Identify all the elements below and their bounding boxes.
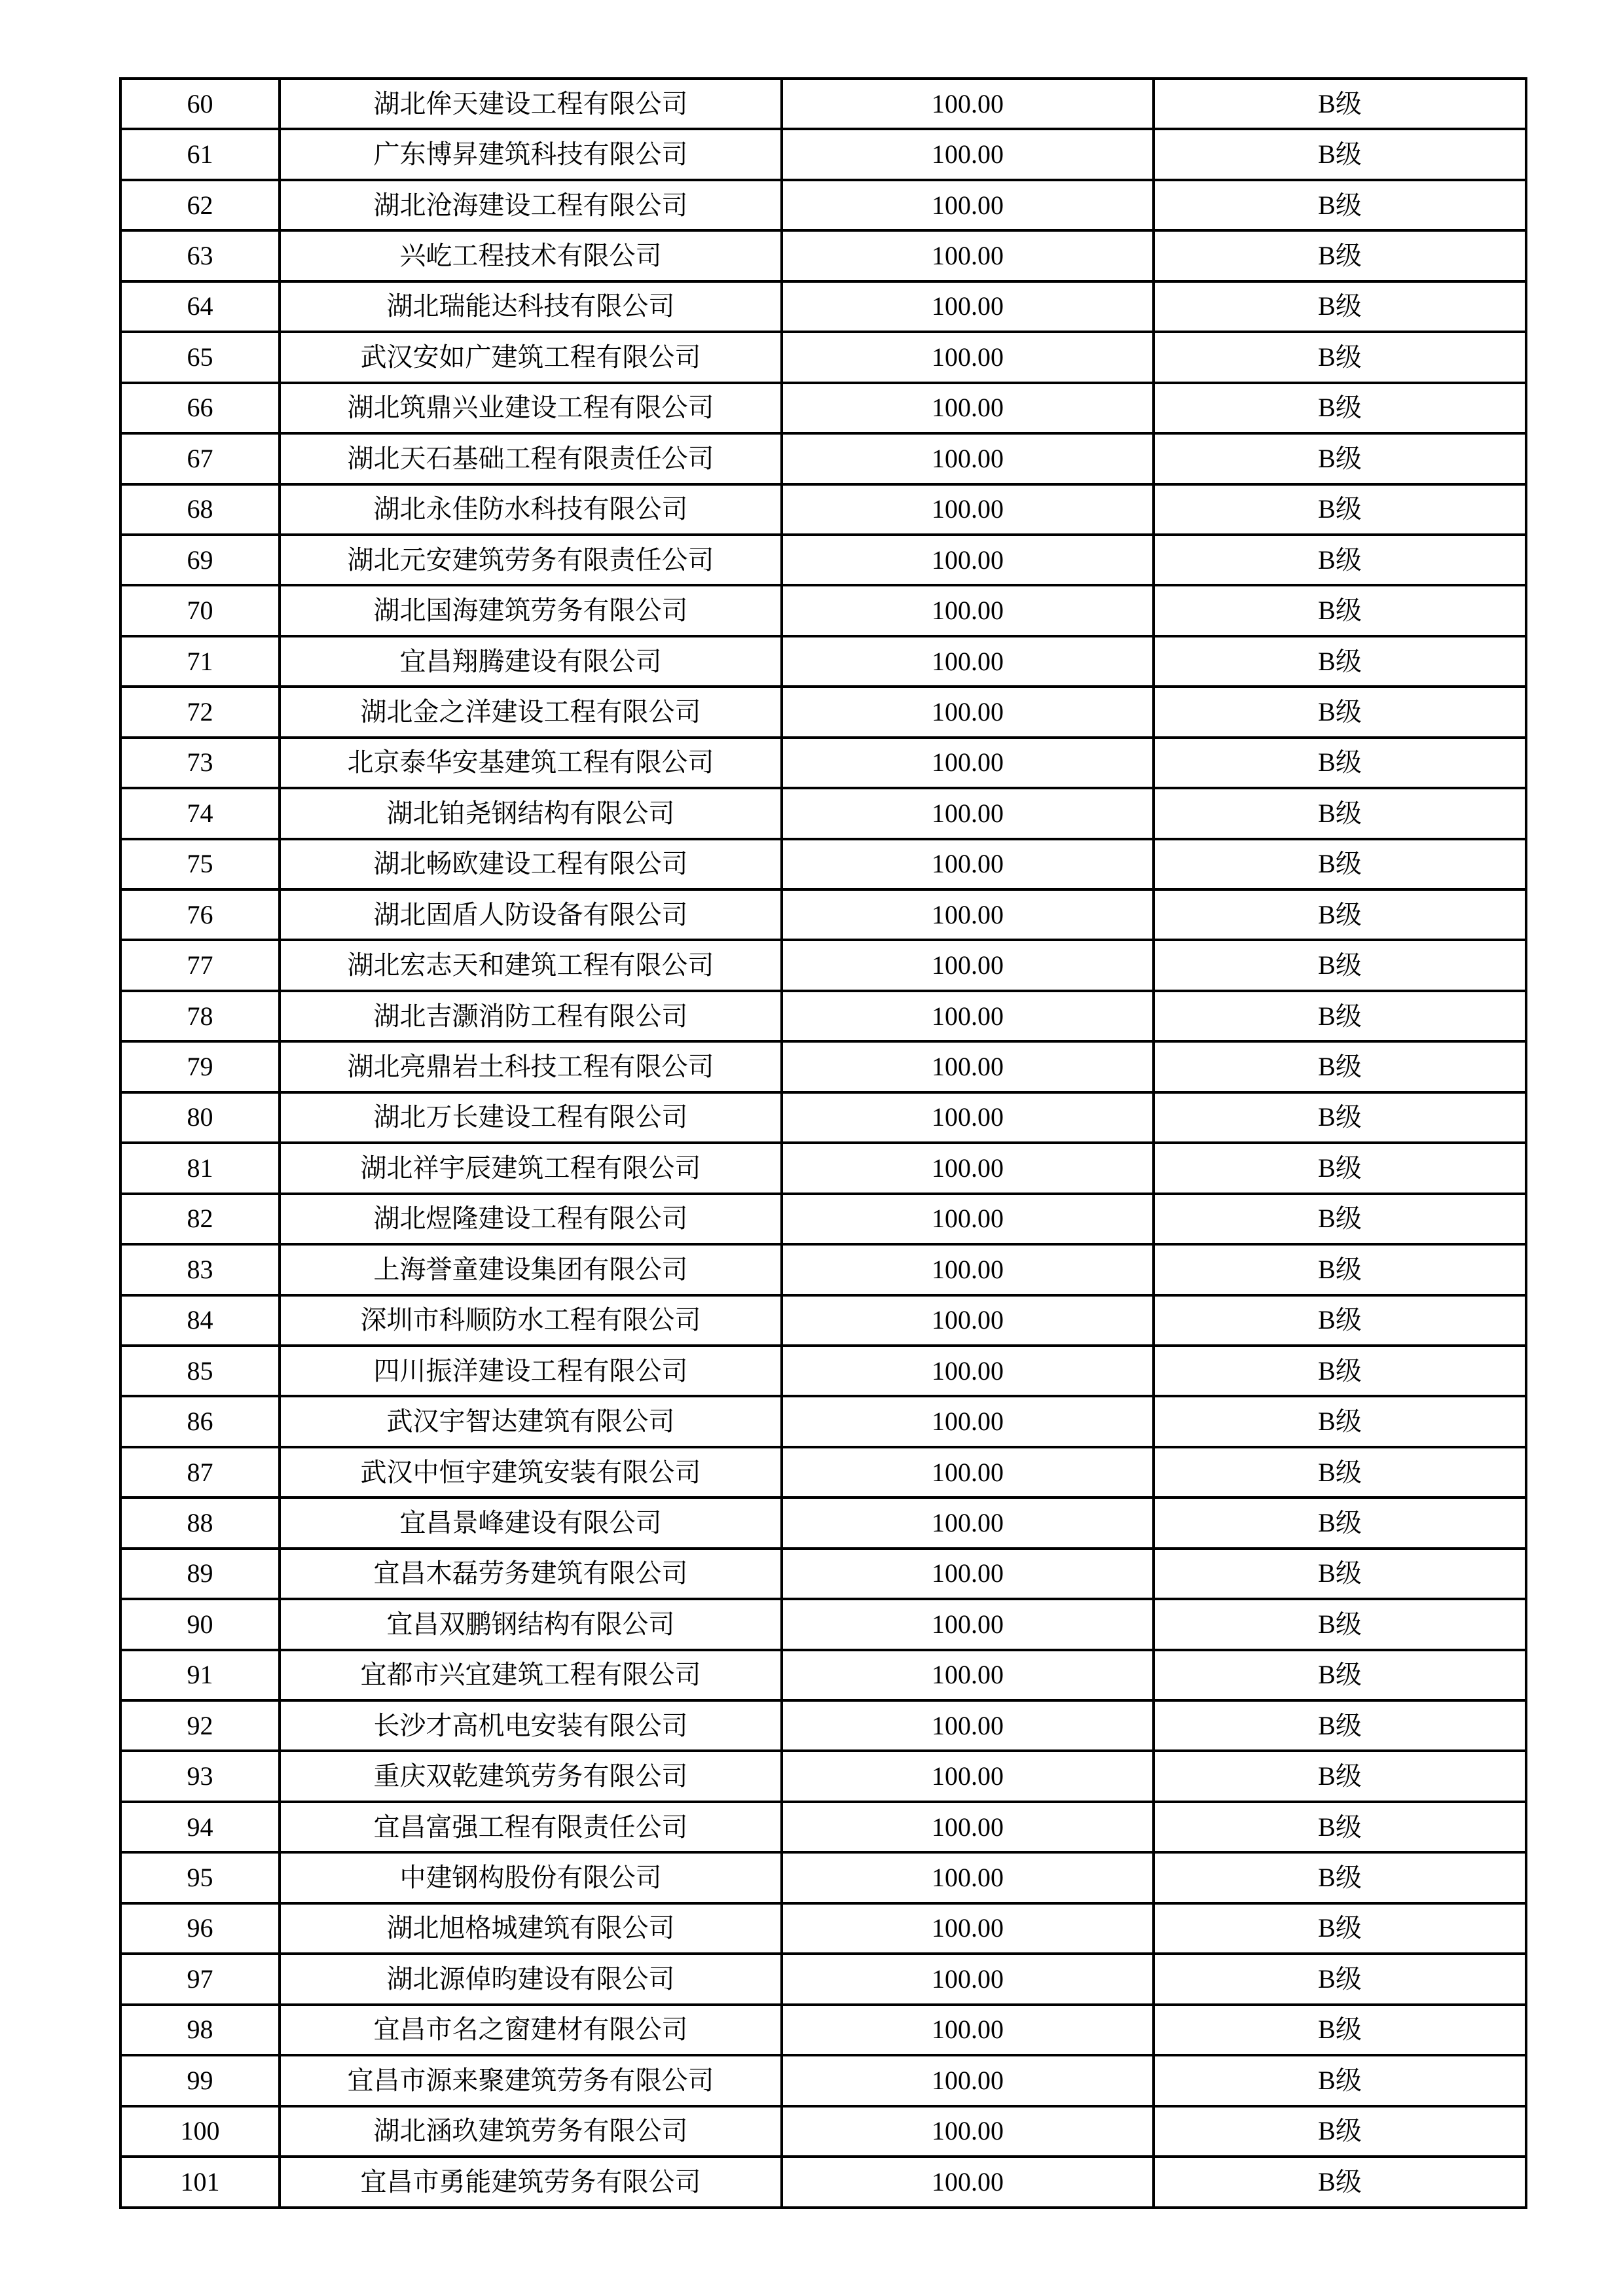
grade-cell: B级 <box>1154 484 1526 535</box>
company-table-body <box>120 79 1526 2208</box>
company-name-cell: 湖北国海建筑劳务有限公司 <box>280 585 782 636</box>
row-number-cell: 97 <box>120 1954 280 2004</box>
score-cell: 100.00 <box>782 1346 1154 1396</box>
company-name-cell: 四川振洋建设工程有限公司 <box>280 1346 782 1396</box>
score-cell: 100.00 <box>782 889 1154 940</box>
company-name-cell: 深圳市科顺防水工程有限公司 <box>280 1295 782 1346</box>
table-row <box>120 180 1526 230</box>
score-cell: 100.00 <box>782 129 1154 179</box>
table-row <box>120 1954 1526 2004</box>
table-row <box>120 991 1526 1041</box>
grade-cell: B级 <box>1154 1041 1526 1092</box>
company-name-cell: 湖北固盾人防设备有限公司 <box>280 889 782 940</box>
table-row <box>120 1396 1526 1446</box>
score-cell: 100.00 <box>782 79 1154 129</box>
company-name-cell: 长沙才高机电安装有限公司 <box>280 1700 782 1751</box>
company-name-cell: 上海誉童建设集团有限公司 <box>280 1244 782 1295</box>
score-cell: 100.00 <box>782 839 1154 889</box>
row-number-cell: 60 <box>120 79 280 129</box>
score-cell: 100.00 <box>782 1751 1154 1801</box>
company-name-cell: 武汉宇智达建筑有限公司 <box>280 1396 782 1446</box>
row-number-cell: 95 <box>120 1852 280 1903</box>
grade-cell: B级 <box>1154 433 1526 484</box>
row-number-cell: 96 <box>120 1903 280 1954</box>
grade-cell: B级 <box>1154 1194 1526 1244</box>
table-row <box>120 1650 1526 1700</box>
row-number-cell: 81 <box>120 1143 280 1193</box>
row-number-cell: 88 <box>120 1498 280 1548</box>
row-number-cell: 83 <box>120 1244 280 1295</box>
row-number-cell: 82 <box>120 1194 280 1244</box>
grade-cell: B级 <box>1154 332 1526 382</box>
score-cell: 100.00 <box>782 1447 1154 1498</box>
grade-cell: B级 <box>1154 1852 1526 1903</box>
table-row <box>120 332 1526 382</box>
table-row <box>120 1852 1526 1903</box>
company-name-cell: 湖北元安建筑劳务有限责任公司 <box>280 535 782 585</box>
grade-cell: B级 <box>1154 738 1526 788</box>
score-cell: 100.00 <box>782 1599 1154 1649</box>
row-number-cell: 94 <box>120 1802 280 1852</box>
company-name-cell: 北京泰华安基建筑工程有限公司 <box>280 738 782 788</box>
score-cell: 100.00 <box>782 1700 1154 1751</box>
table-row <box>120 1092 1526 1143</box>
grade-cell: B级 <box>1154 1903 1526 1954</box>
score-cell: 100.00 <box>782 738 1154 788</box>
score-cell: 100.00 <box>782 788 1154 838</box>
score-cell: 100.00 <box>782 1143 1154 1193</box>
grade-cell: B级 <box>1154 585 1526 636</box>
table-row <box>120 1700 1526 1751</box>
row-number-cell: 87 <box>120 1447 280 1498</box>
table-row <box>120 889 1526 940</box>
table-row <box>120 281 1526 332</box>
grade-cell: B级 <box>1154 1549 1526 1599</box>
company-name-cell: 宜昌翔腾建设有限公司 <box>280 636 782 687</box>
company-name-cell: 湖北旭格城建筑有限公司 <box>280 1903 782 1954</box>
row-number-cell: 73 <box>120 738 280 788</box>
score-cell: 100.00 <box>782 230 1154 281</box>
company-name-cell: 湖北宏志天和建筑工程有限公司 <box>280 940 782 990</box>
score-cell: 100.00 <box>782 1650 1154 1700</box>
table-row <box>120 1295 1526 1346</box>
score-cell: 100.00 <box>782 2055 1154 2106</box>
score-cell: 100.00 <box>782 1903 1154 1954</box>
row-number-cell: 65 <box>120 332 280 382</box>
company-name-cell: 湖北沧海建设工程有限公司 <box>280 180 782 230</box>
grade-cell: B级 <box>1154 129 1526 179</box>
grade-cell: B级 <box>1154 1802 1526 1852</box>
grade-cell: B级 <box>1154 889 1526 940</box>
score-cell: 100.00 <box>782 1549 1154 1599</box>
grade-cell: B级 <box>1154 1092 1526 1143</box>
table-row <box>120 1194 1526 1244</box>
score-cell: 100.00 <box>782 2005 1154 2055</box>
table-row <box>120 1498 1526 1548</box>
company-name-cell: 宜昌市名之窗建材有限公司 <box>280 2005 782 2055</box>
table-row <box>120 484 1526 535</box>
row-number-cell: 92 <box>120 1700 280 1751</box>
table-row <box>120 2157 1526 2208</box>
score-cell: 100.00 <box>782 535 1154 585</box>
grade-cell: B级 <box>1154 281 1526 332</box>
table-row <box>120 535 1526 585</box>
table-row <box>120 1346 1526 1396</box>
table-row <box>120 1903 1526 1954</box>
table-row <box>120 79 1526 129</box>
row-number-cell: 76 <box>120 889 280 940</box>
grade-cell: B级 <box>1154 2055 1526 2106</box>
grade-cell: B级 <box>1154 1751 1526 1801</box>
table-row <box>120 129 1526 179</box>
row-number-cell: 71 <box>120 636 280 687</box>
row-number-cell: 91 <box>120 1650 280 1700</box>
score-cell: 100.00 <box>782 484 1154 535</box>
company-name-cell: 兴屹工程技术有限公司 <box>280 230 782 281</box>
grade-cell: B级 <box>1154 2005 1526 2055</box>
table-row <box>120 738 1526 788</box>
grade-cell: B级 <box>1154 1346 1526 1396</box>
score-cell: 100.00 <box>782 180 1154 230</box>
grade-cell: B级 <box>1154 180 1526 230</box>
company-name-cell: 湖北源倬昀建设有限公司 <box>280 1954 782 2004</box>
score-cell: 100.00 <box>782 281 1154 332</box>
score-cell: 100.00 <box>782 1954 1154 2004</box>
company-name-cell: 湖北天石基础工程有限责任公司 <box>280 433 782 484</box>
row-number-cell: 67 <box>120 433 280 484</box>
company-name-cell: 宜都市兴宜建筑工程有限公司 <box>280 1650 782 1700</box>
row-number-cell: 74 <box>120 788 280 838</box>
table-row <box>120 433 1526 484</box>
score-cell: 100.00 <box>782 1295 1154 1346</box>
score-cell: 100.00 <box>782 1194 1154 1244</box>
company-name-cell: 宜昌市勇能建筑劳务有限公司 <box>280 2157 782 2208</box>
company-name-cell: 武汉中恒宇建筑安装有限公司 <box>280 1447 782 1498</box>
row-number-cell: 66 <box>120 383 280 433</box>
table-row <box>120 1041 1526 1092</box>
company-name-cell: 湖北筑鼎兴业建设工程有限公司 <box>280 383 782 433</box>
row-number-cell: 80 <box>120 1092 280 1143</box>
score-cell: 100.00 <box>782 1396 1154 1446</box>
score-cell: 100.00 <box>782 687 1154 737</box>
grade-cell: B级 <box>1154 1650 1526 1700</box>
row-number-cell: 90 <box>120 1599 280 1649</box>
score-cell: 100.00 <box>782 991 1154 1041</box>
score-cell: 100.00 <box>782 636 1154 687</box>
row-number-cell: 89 <box>120 1549 280 1599</box>
row-number-cell: 61 <box>120 129 280 179</box>
row-number-cell: 78 <box>120 991 280 1041</box>
row-number-cell: 98 <box>120 2005 280 2055</box>
company-rating-table <box>119 77 1527 2209</box>
table-row <box>120 839 1526 889</box>
company-name-cell: 宜昌富强工程有限责任公司 <box>280 1802 782 1852</box>
grade-cell: B级 <box>1154 79 1526 129</box>
row-number-cell: 62 <box>120 180 280 230</box>
company-name-cell: 湖北瑞能达科技有限公司 <box>280 281 782 332</box>
row-number-cell: 84 <box>120 1295 280 1346</box>
company-name-cell: 武汉安如广建筑工程有限公司 <box>280 332 782 382</box>
company-name-cell: 湖北煜隆建设工程有限公司 <box>280 1194 782 1244</box>
grade-cell: B级 <box>1154 1244 1526 1295</box>
grade-cell: B级 <box>1154 1447 1526 1498</box>
grade-cell: B级 <box>1154 2106 1526 2157</box>
grade-cell: B级 <box>1154 1295 1526 1346</box>
company-name-cell: 宜昌市源来聚建筑劳务有限公司 <box>280 2055 782 2106</box>
company-name-cell: 湖北金之洋建设工程有限公司 <box>280 687 782 737</box>
row-number-cell: 68 <box>120 484 280 535</box>
company-name-cell: 宜昌木磊劳务建筑有限公司 <box>280 1549 782 1599</box>
company-name-cell: 湖北万长建设工程有限公司 <box>280 1092 782 1143</box>
table-row <box>120 1549 1526 1599</box>
grade-cell: B级 <box>1154 687 1526 737</box>
table-row <box>120 2005 1526 2055</box>
grade-cell: B级 <box>1154 1599 1526 1649</box>
score-cell: 100.00 <box>782 2157 1154 2208</box>
row-number-cell: 85 <box>120 1346 280 1396</box>
grade-cell: B级 <box>1154 535 1526 585</box>
table-row <box>120 2055 1526 2106</box>
row-number-cell: 101 <box>120 2157 280 2208</box>
table-row <box>120 636 1526 687</box>
score-cell: 100.00 <box>782 433 1154 484</box>
company-name-cell: 湖北铂尧钢结构有限公司 <box>280 788 782 838</box>
row-number-cell: 79 <box>120 1041 280 1092</box>
table-row <box>120 2106 1526 2157</box>
company-name-cell: 宜昌双鹏钢结构有限公司 <box>280 1599 782 1649</box>
table-row <box>120 1143 1526 1193</box>
grade-cell: B级 <box>1154 1143 1526 1193</box>
score-cell: 100.00 <box>782 1041 1154 1092</box>
row-number-cell: 86 <box>120 1396 280 1446</box>
row-number-cell: 70 <box>120 585 280 636</box>
company-name-cell: 广东博昇建筑科技有限公司 <box>280 129 782 179</box>
company-name-cell: 湖北祥宇辰建筑工程有限公司 <box>280 1143 782 1193</box>
company-name-cell: 湖北畅欧建设工程有限公司 <box>280 839 782 889</box>
grade-cell: B级 <box>1154 1498 1526 1548</box>
company-name-cell: 宜昌景峰建设有限公司 <box>280 1498 782 1548</box>
score-cell: 100.00 <box>782 1802 1154 1852</box>
table-row <box>120 687 1526 737</box>
company-name-cell: 湖北吉灏消防工程有限公司 <box>280 991 782 1041</box>
row-number-cell: 72 <box>120 687 280 737</box>
row-number-cell: 75 <box>120 839 280 889</box>
company-name-cell: 湖北侔天建设工程有限公司 <box>280 79 782 129</box>
grade-cell: B级 <box>1154 1700 1526 1751</box>
company-name-cell: 重庆双乾建筑劳务有限公司 <box>280 1751 782 1801</box>
grade-cell: B级 <box>1154 839 1526 889</box>
table-row <box>120 1244 1526 1295</box>
table-row <box>120 1599 1526 1649</box>
row-number-cell: 100 <box>120 2106 280 2157</box>
table-row <box>120 585 1526 636</box>
table-row <box>120 788 1526 838</box>
score-cell: 100.00 <box>782 1092 1154 1143</box>
score-cell: 100.00 <box>782 1244 1154 1295</box>
score-cell: 100.00 <box>782 332 1154 382</box>
grade-cell: B级 <box>1154 788 1526 838</box>
score-cell: 100.00 <box>782 1498 1154 1548</box>
company-name-cell: 湖北亮鼎岩土科技工程有限公司 <box>280 1041 782 1092</box>
score-cell: 100.00 <box>782 1852 1154 1903</box>
score-cell: 100.00 <box>782 383 1154 433</box>
table-row <box>120 230 1526 281</box>
score-cell: 100.00 <box>782 2106 1154 2157</box>
grade-cell: B级 <box>1154 1954 1526 2004</box>
grade-cell: B级 <box>1154 636 1526 687</box>
row-number-cell: 69 <box>120 535 280 585</box>
table-row <box>120 940 1526 990</box>
grade-cell: B级 <box>1154 383 1526 433</box>
row-number-cell: 77 <box>120 940 280 990</box>
row-number-cell: 99 <box>120 2055 280 2106</box>
grade-cell: B级 <box>1154 991 1526 1041</box>
row-number-cell: 93 <box>120 1751 280 1801</box>
table-row <box>120 1447 1526 1498</box>
company-name-cell: 湖北永佳防水科技有限公司 <box>280 484 782 535</box>
grade-cell: B级 <box>1154 230 1526 281</box>
grade-cell: B级 <box>1154 1396 1526 1446</box>
company-name-cell: 湖北涵玖建筑劳务有限公司 <box>280 2106 782 2157</box>
table-row <box>120 1802 1526 1852</box>
table-row <box>120 1751 1526 1801</box>
row-number-cell: 64 <box>120 281 280 332</box>
company-name-cell: 中建钢构股份有限公司 <box>280 1852 782 1903</box>
grade-cell: B级 <box>1154 940 1526 990</box>
score-cell: 100.00 <box>782 940 1154 990</box>
row-number-cell: 63 <box>120 230 280 281</box>
grade-cell: B级 <box>1154 2157 1526 2208</box>
table-row <box>120 383 1526 433</box>
score-cell: 100.00 <box>782 585 1154 636</box>
